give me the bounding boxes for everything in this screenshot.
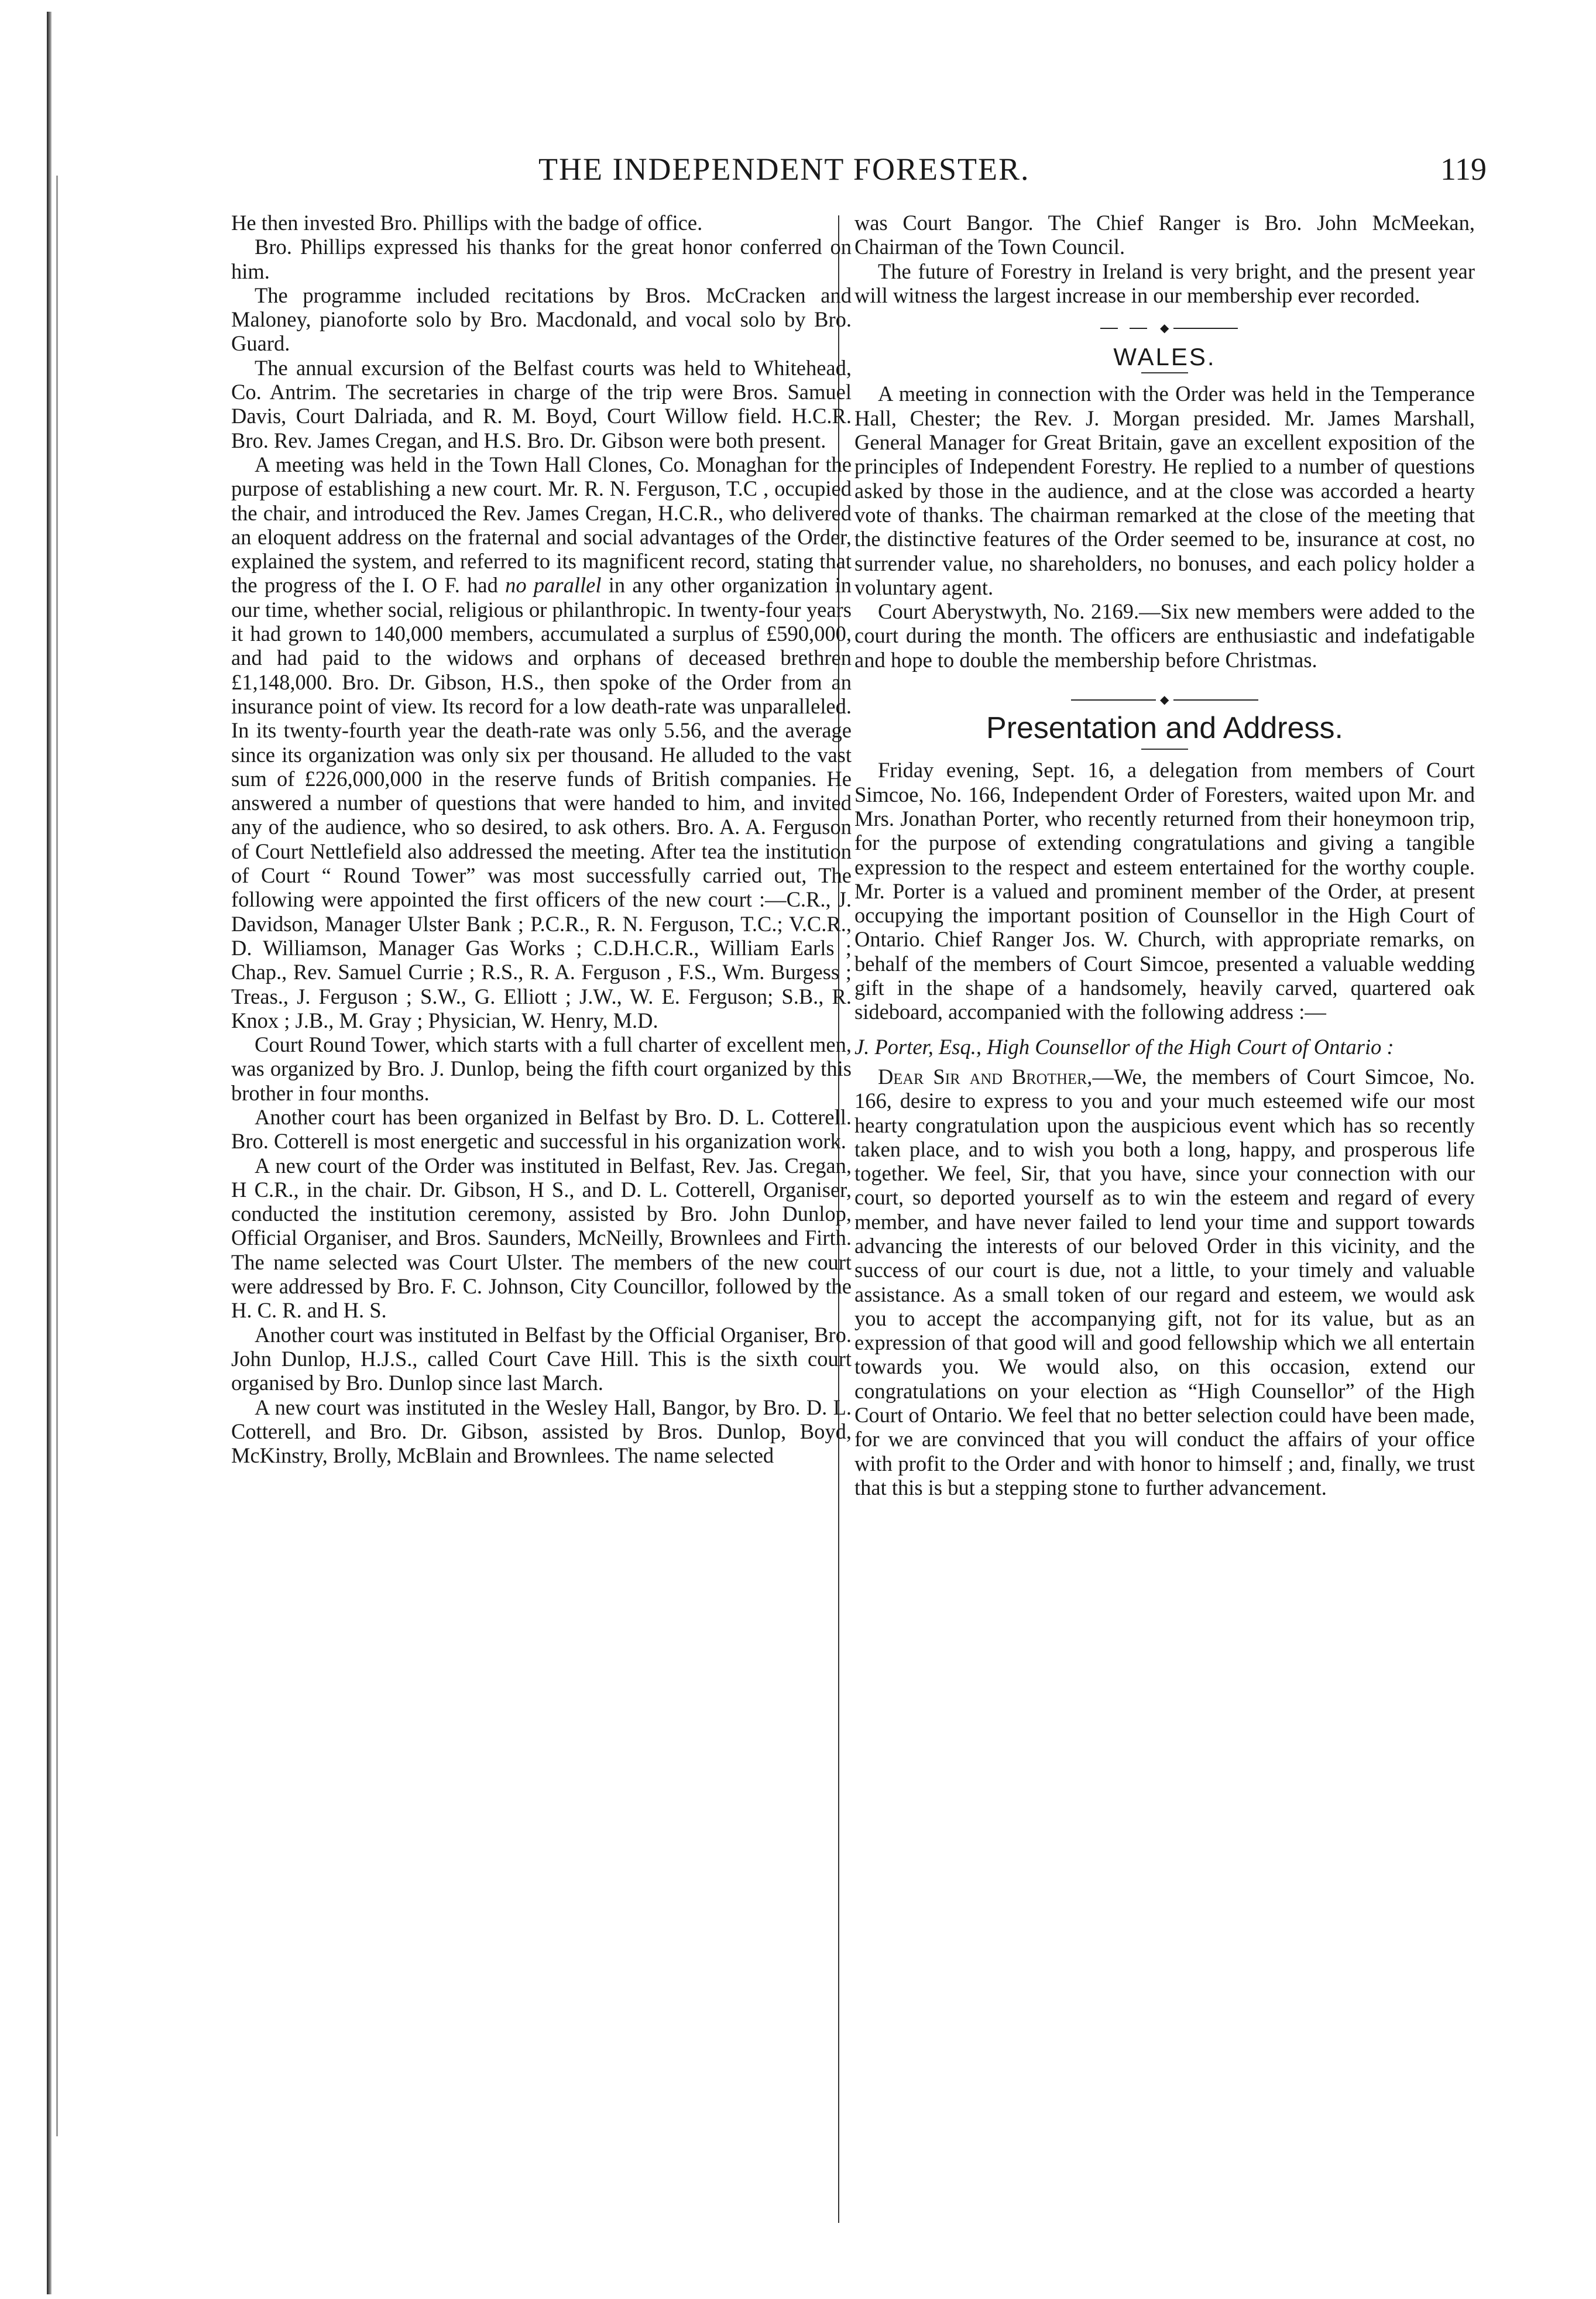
paragraph: Court Aberystwyth, No. 2169.—Six new members were added to the court during the month. The officers are enthusiastic and indefatigable and hope to double the membership before Christmas.: [854, 599, 1475, 672]
salutation: Dear Sir and Brother,: [878, 1064, 1093, 1089]
ornament-line: [1071, 699, 1156, 701]
ornament-diamond-icon: ◆: [1160, 322, 1169, 335]
page-binding-edge: [47, 12, 52, 2294]
page-header: [211, 151, 1487, 192]
section-heading-wales: WALES.: [1113, 343, 1216, 371]
page-number: 119: [1440, 152, 1487, 187]
paragraph: Another court was instituted in Belfast by the Official Organiser, Bro. John Dunlop, H.J.S., called Court Cave Hill. This is the sixth court organised by Bro. Dunlop since last March.: [231, 1322, 852, 1395]
text-run: A meeting was held in the Town Hall Clones, Co. Monaghan for the purpose of establishing a new court. Mr. R. N. Ferguson, T.C , occupied the chair, and introduced the Rev. James Cregan, H.C.R., who delivered an eloquent address on the fraternal and social advantages of the Order, explained the system, and referred to its magnificent record, stating that the progress of the I. O F. had: [231, 452, 852, 598]
heading-rule: [1141, 372, 1188, 373]
running-title: THE INDEPENDENT FORESTER.: [538, 152, 1030, 187]
paragraph: Bro. Phillips expressed his thanks for the great honor conferred on him.: [231, 235, 852, 283]
paragraph: A new court of the Order was instituted in Belfast, Rev. Jas. Cregan, H C.R., in the chair. Dr. Gibson, H S., and D. L. Cotterell, Organiser, conducted the institution ceremony, assisted by Bro. John Dunlop, Official Organiser, and Bros. Saunders, McNeilly, Brownlees and Firth. The name selected was Court Ulster. The members of the new court were addressed by Bro. F. C. Johnson, City Councillor, followed by the H. C. R. and H. S.: [231, 1153, 852, 1323]
paragraph: [854, 1065, 1475, 1500]
italic-phrase: no parallel: [505, 573, 602, 598]
right-column: [854, 211, 1475, 1500]
paragraph: was Court Bangor. The Chief Ranger is Bro. John McMeekan, Chairman of the Town Council.: [854, 211, 1475, 259]
text-run: in any other organization in our time, whether social, religious or philanthropic. In twenty-four years it had grown to 140,000 members, accumulated a surplus of £590,000, and had paid to the widows and orphans of deceased brethren £1,148,000. Bro. Dr. Gibson, H.S., then spoke of the Order from an insurance point of view. Its record for a low death-rate was unparalleled. In its twenty-fourth year the death-rate was only 5.56, and the average since its organization was only six per thousand. He alluded to the vast sum of £226,000,000 in the reserve funds of British companies. He answered a number of questions that were handed to him, and invited any of the audience, who so desired, to ask others. Bro. A. A. Ferguson of Court Nettlefield also addressed the meeting. After tea the institution of Court “ Round Tower” was most successfully carried out, The following were appointed the first officers of the new court :—C.R., J. Davidson, Manager Ulster Bank ; P.C.R., R. N. Ferguson, T.C.; V.C.R., D. Williamson, Manager Gas Works ; C.D.H.C.R., William Earls ; Chap., Rev. Samuel Currie ; R.S., R. A. Ferguson , F.S., Wm. Burgess ; Treas., J. Ferguson ; S.W., G. Elliott ; J.W., W. E. Ferguson; S.B., R. Knox ; J.B., M. Gray ; Physician, W. Henry, M.D.: [231, 573, 852, 1032]
section-heading-presentation: Presentation and Address.: [986, 711, 1343, 746]
paragraph: A new court was instituted in the Wesley Hall, Bangor, by Bro. D. L. Cotterell, and Bro. Dr. Gibson, assisted by Bros. Dunlop, Boyd, McKinstry, Brolly, McBlain and Brownlees. The name selected: [231, 1395, 852, 1468]
paragraph: The future of Forestry in Ireland is very bright, and the present year will witness the largest increase in our membership ever recorded.: [854, 259, 1475, 307]
ornament-line: [1173, 699, 1258, 701]
paragraph: The annual excursion of the Belfast courts was held to Whitehead, Co. Antrim. The secretaries in charge of the trip were Bros. Samuel Davis, Court Dalriada, and R. M. Boyd, Court Willow field. H.C.R. Bro. Rev. James Cregan, and H.S. Bro. Dr. Gibson were both present.: [231, 355, 852, 452]
ornament-diamond-icon: ◆: [1160, 694, 1169, 707]
paragraph: [231, 452, 852, 1032]
text-run: —We, the members of Court Simcoe, No. 166, desire to express to you and your much esteemed wife our most hearty congratulation upon the auspicious event which has so recently taken place, and to wish you both a long, happy, and prosperous life together. We feel, Sir, that you have, since your connection with our court, so deported yourself as to win the esteem and regard of every member, and have never failed to lend your time and support towards advancing the interests of our beloved Order in this vicinity, and the success of our court is due, not a little, to your timely and valuable assistance. As a small token of our regard and esteem, we would ask you to accept the accompanying gift, not for its value, but as an expression of that good will and good fellowship which we all entertain towards you. We would also, on this occasion, extend our congratulations on your election as “High Counsellor” of the High Court of Ontario. We feel that no better selection could have been made, for we are convinced that you will conduct the affairs of your office with profit to the Order and with honor to himself ; and, finally, we trust that this is but a stepping stone to further advancement.: [854, 1064, 1475, 1500]
section-ornament: [854, 318, 1475, 339]
left-column: [231, 211, 852, 1467]
paragraph: He then invested Bro. Phillips with the badge of office.: [231, 211, 703, 235]
ornament-dash: [1100, 328, 1118, 329]
address-recipient: J. Porter, Esq., High Counsellor of the High Court of Ontario :: [854, 1034, 1394, 1059]
section-ornament: [854, 689, 1475, 711]
ornament-dash: [1130, 328, 1147, 329]
paragraph: Friday evening, Sept. 16, a delegation from members of Court Simcoe, No. 166, Independent Order of Foresters, waited upon Mr. and Mrs. Jonathan Porter, who recently returned from their honeymoon trip, for the purpose of extending congratulations and giving a tangible expression to the respect and esteem entertained for the worthy couple. Mr. Porter is a valued and prominent member of the Order, at present occupying the important position of Counsellor in the High Court of Ontario. Chief Ranger Jos. W. Church, with appropriate remarks, on behalf of the members of Court Simcoe, presented a valuable wedding gift in the shape of a handsomely, heavily carved, quartered oak sideboard, accompanied with the following address :—: [854, 758, 1475, 1024]
ornament-line: [1173, 328, 1238, 329]
paragraph: Another court has been organized in Belfast by Bro. D. L. Cotterell. Bro. Cotterell is most energetic and successful in his organization work.: [231, 1104, 852, 1154]
paragraph: A meeting in connection with the Order was held in the Temperance Hall, Chester; the Rev. J. Morgan presided. Mr. James Marshall, General Manager for Great Britain, gave an excellent exposition of the principles of Independent Forestry. He replied to a number of questions asked by those in the audience, and at the close was accorded a hearty vote of thanks. The chairman remarked at the close of the meeting that the distinctive features of the Order seemed to be, insurance at cost, no surrender value, no shareholders, no bonuses, and each policy holder a voluntary agent.: [854, 382, 1475, 599]
page-binding-shadow: [56, 176, 58, 2136]
heading-rule: [1141, 749, 1188, 750]
paragraph: Court Round Tower, which starts with a full charter of excellent men, was organized by Bro. J. Dunlop, being the fifth court organized by this brother in four months.: [231, 1032, 852, 1105]
paragraph: The programme included recitations by Bros. McCracken and Maloney, pianoforte solo by Bro. Macdonald, and vocal solo by Bro. Guard.: [231, 283, 852, 356]
